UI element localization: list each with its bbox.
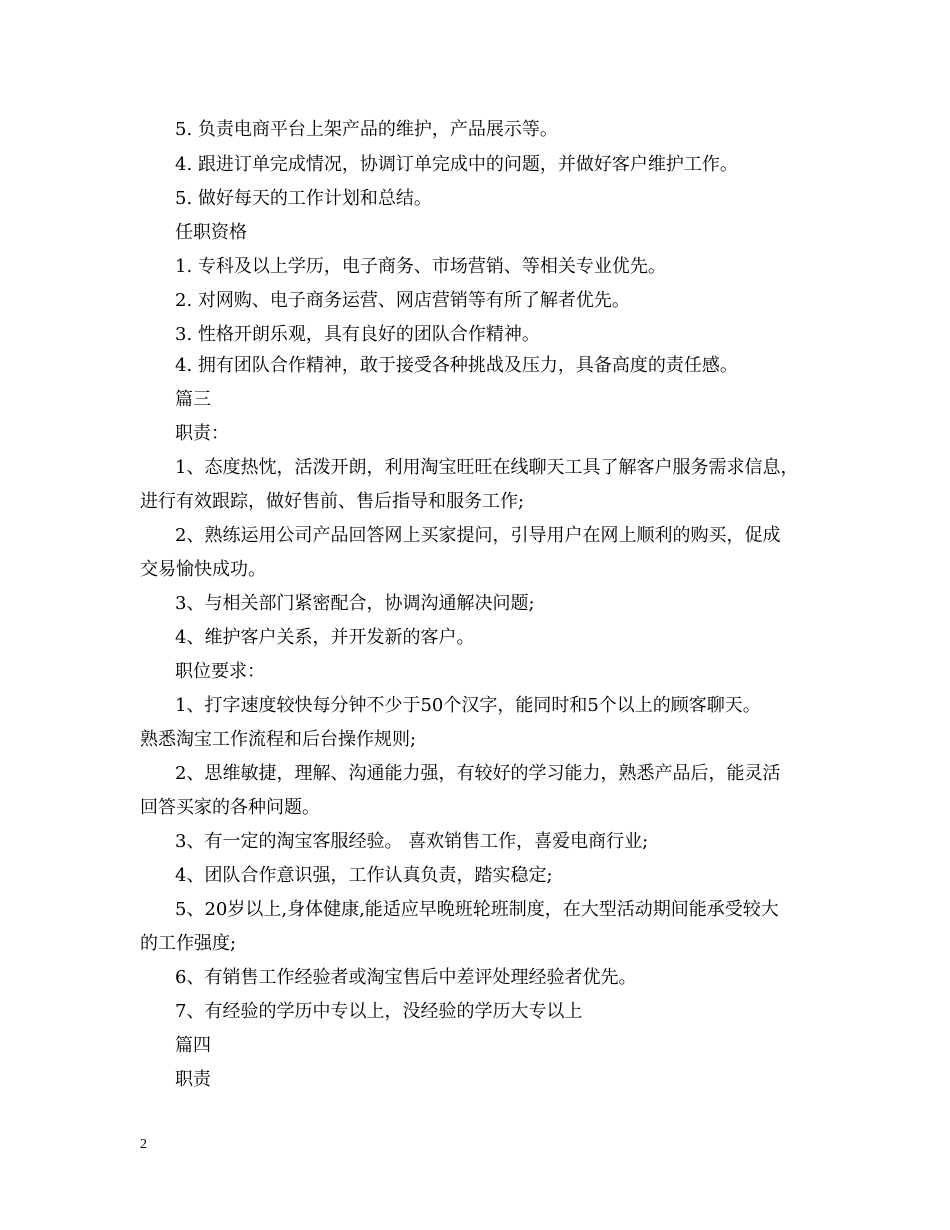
text-line: 5. 做好每天的工作计划和总结。 — [175, 188, 432, 209]
text-line: 的工作强度; — [140, 933, 237, 954]
text-line: 3. 性格开朗乐观，具有良好的团队合作精神。 — [175, 324, 540, 345]
text-line: 进行有效跟踪，做好售前、售后指导和服务工作; — [140, 491, 525, 512]
text-line: 4、团队合作意识强，工作认真负责，踏实稳定; — [175, 865, 553, 886]
text-line: 1. 专科及以上学历，电子商务、市场营销、等相关专业优先。 — [175, 256, 666, 277]
text-line: 3、有一定的淘宝客服经验。 喜欢销售工作，喜爱电商行业; — [175, 831, 649, 852]
text-line: 2、思维敏捷，理解、沟通能力强，有较好的学习能力，熟悉产品后，能灵活 — [175, 763, 781, 784]
text-line: 熟悉淘宝工作流程和后台操作规则; — [140, 729, 417, 750]
text-line: 6、有销售工作经验者或淘宝售后中差评处理经验者优先。 — [175, 967, 637, 988]
text-line: 4、维护客户关系，并开发新的客户。 — [175, 627, 475, 648]
text-line: 7、有经验的学历中专以上，没经验的学历大专以上 — [175, 1001, 583, 1022]
text-line: 1、打字速度较快每分钟不少于50个汉字，能同时和5个以上的顾客聊天。 — [175, 695, 761, 716]
text-line: 2. 对网购、电子商务运营、网店营销等有所了解者优先。 — [175, 290, 630, 311]
section-heading: 职位要求： — [175, 661, 265, 682]
text-line: 1、态度热忱，活泼开朗，利用淘宝旺旺在线聊天工具了解客户服务需求信息， — [175, 457, 799, 478]
text-line: 3、与相关部门紧密配合，协调沟通解决问题; — [175, 593, 535, 614]
section-heading: 任职资格 — [175, 222, 247, 243]
text-line: 交易愉快成功。 — [140, 559, 266, 580]
section-heading: 篇四 — [175, 1035, 211, 1056]
section-heading: 职责： — [175, 423, 229, 444]
text-line: 4. 拥有团队合作精神，敢于接受各种挑战及压力，具备高度的责任感。 — [175, 355, 738, 376]
text-line: 5. 负责电商平台上架产品的维护，产品展示等。 — [175, 119, 558, 140]
text-line: 5、20岁以上,身体健康,能适应早晚班轮班制度，在大型活动期间能承受较大 — [175, 899, 779, 920]
section-heading: 篇三 — [175, 389, 211, 410]
text-line: 4. 跟进订单完成情况，协调订单完成中的问题，并做好客户维护工作。 — [175, 154, 738, 175]
text-line: 2、熟练运用公司产品回答网上买家提问，引导用户在网上顺利的购买，促成 — [175, 525, 781, 546]
section-heading: 职责 — [175, 1069, 211, 1090]
text-line: 回答买家的各种问题。 — [140, 797, 320, 818]
page-number: 2 — [140, 1137, 147, 1152]
